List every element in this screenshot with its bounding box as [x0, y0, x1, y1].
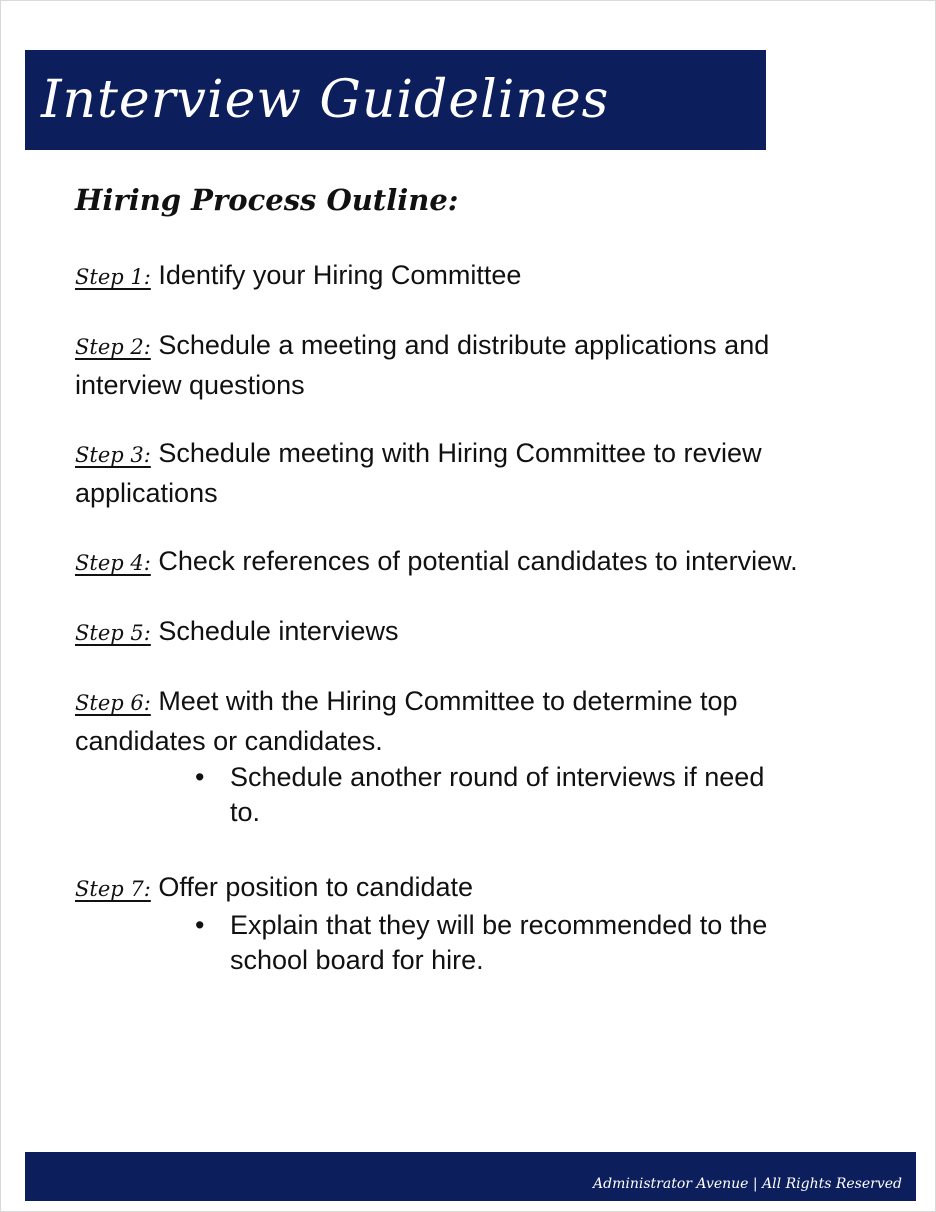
- step-label: Step 7:: [75, 877, 151, 901]
- step-label: Step 4:: [75, 551, 151, 575]
- step-label: Step 5:: [75, 621, 151, 645]
- bullet-icon: •: [195, 910, 205, 940]
- footer-copyright: Administrator Avenue | All Rights Reserved: [593, 1176, 902, 1192]
- list-item: [195, 760, 790, 830]
- step-text: Schedule meeting with Hiring Committee to review applications: [75, 438, 762, 508]
- step-label: Step 2:: [75, 335, 151, 359]
- step-text: Check references of potential candidates to interview.: [150, 546, 798, 576]
- bullet-text: Explain that they will be recommended to the school board for hire.: [230, 910, 768, 975]
- bullet-icon: •: [195, 762, 205, 792]
- title-banner: [25, 50, 766, 150]
- step-4: [75, 542, 855, 582]
- list-item: [195, 908, 790, 978]
- step-2: [75, 326, 855, 404]
- step-6: [75, 682, 855, 760]
- content-area: [75, 183, 875, 998]
- step-6-block: [75, 682, 875, 830]
- section-heading: Hiring Process Outline:: [75, 183, 459, 217]
- step-text: Schedule a meeting and distribute applications and interview questions: [75, 330, 770, 400]
- step-7-block: [75, 868, 875, 978]
- step-text: Schedule interviews: [150, 616, 399, 646]
- step-7: [75, 868, 855, 908]
- step-text: Identify your Hiring Committee: [150, 260, 522, 290]
- page-title: Interview Guidelines: [41, 70, 610, 130]
- step-text: Meet with the Hiring Committee to determine top candidates or candidates.: [75, 686, 738, 756]
- step-text: Offer position to candidate: [150, 872, 474, 902]
- step-label: Step 3:: [75, 443, 151, 467]
- bullet-list: [75, 908, 875, 978]
- step-label: Step 1:: [75, 265, 151, 289]
- footer-banner: [25, 1152, 916, 1201]
- bullet-list: [75, 760, 875, 830]
- step-label: Step 6:: [75, 691, 151, 715]
- step-5: [75, 612, 855, 652]
- step-3: [75, 434, 855, 512]
- bullet-text: Schedule another round of interviews if need to.: [230, 762, 765, 827]
- step-1: [75, 256, 855, 296]
